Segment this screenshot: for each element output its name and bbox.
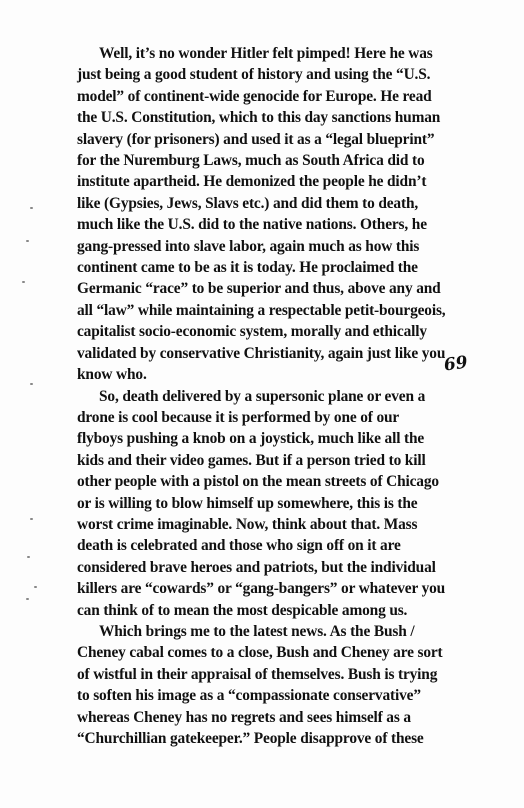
text-line: capitalist socio-economic system, morally and ethically	[77, 323, 427, 341]
text-line: of wistful in their appraisal of themselves. Bush is trying	[77, 665, 438, 683]
text-line: kids and their video games. But if a person tried to kill	[77, 451, 426, 469]
text-line: institute apartheid. He demonized the people he didn’t	[77, 173, 427, 191]
text-line: slavery (for prisoners) and used it as a “legal blueprint”	[77, 130, 435, 148]
paragraph	[77, 43, 497, 386]
scan-speck	[22, 281, 25, 283]
text-line: Well, it’s no wonder Hitler felt pimped! Here he was	[99, 45, 433, 62]
scan-speck	[26, 240, 29, 242]
text-line: continent came to be as it is today. He proclaimed the	[77, 259, 418, 277]
text-line: Cheney cabal comes to a close, Bush and Cheney are sort	[77, 644, 443, 662]
paragraph	[77, 621, 497, 749]
text-line: killers are “cowards” or “gang-bangers” or whatever you	[77, 580, 446, 598]
text-line: Which brings me to the latest news. As the Bush /	[99, 622, 415, 640]
handwritten-page-number: 69	[442, 352, 469, 376]
text-line: model” of continent-wide genocide for Europe. He read	[77, 87, 432, 105]
text-line: can think of to mean the most despicable among us.	[77, 601, 408, 619]
text-line: flyboys pushing a knob on a joystick, much like all the	[77, 430, 425, 448]
text-line: drone is cool because it is performed by one of our	[77, 408, 400, 426]
text-line: validated by conservative Christianity, again just like you	[77, 344, 446, 362]
text-line: So, death delivered by a supersonic plane or even a	[99, 387, 426, 405]
scan-speck	[26, 598, 29, 600]
text-line: for the Nuremburg Laws, much as South Africa did to	[77, 152, 425, 170]
text-line: know who.	[77, 366, 147, 384]
text-line: the U.S. Constitution, which to this day sanctions human	[77, 109, 441, 127]
paragraph	[77, 386, 497, 621]
text-line: Germanic “race” to be superior and thus, above any and	[77, 280, 441, 298]
text-line: much like the U.S. did to the native nations. Others, he	[77, 216, 427, 234]
text-line: worst crime imaginable. Now, think about that. Mass	[77, 515, 418, 533]
scan-speck	[27, 556, 30, 558]
body-text	[77, 43, 497, 749]
text-line: like (Gypsies, Jews, Slavs etc.) and did them to death,	[77, 194, 419, 212]
text-line: “Churchillian gatekeeper.” People disapprove of these	[77, 730, 424, 747]
scan-speck	[34, 586, 37, 588]
text-line: gang-pressed into slave labor, again much as how this	[77, 237, 420, 255]
text-line: whereas Cheney has no regrets and sees himself as a	[77, 708, 411, 726]
scan-speck	[30, 207, 33, 209]
text-line: or is willing to blow himself up somewhere, this is the	[77, 494, 418, 512]
text-line: to soften his image as a “compassionate conservative”	[77, 687, 421, 705]
text-line: other people with a pistol on the mean streets of Chicago	[77, 473, 439, 491]
text-line: all “law” while maintaining a respectable petit-bourgeois,	[77, 301, 446, 319]
scan-speck	[30, 518, 33, 520]
scan-speck	[30, 383, 33, 385]
text-line: death is celebrated and those who sign off on it are	[77, 537, 401, 555]
text-line: just being a good student of history and using the “U.S.	[77, 66, 431, 84]
text-line: considered brave heroes and patriots, but the individual	[77, 558, 436, 576]
